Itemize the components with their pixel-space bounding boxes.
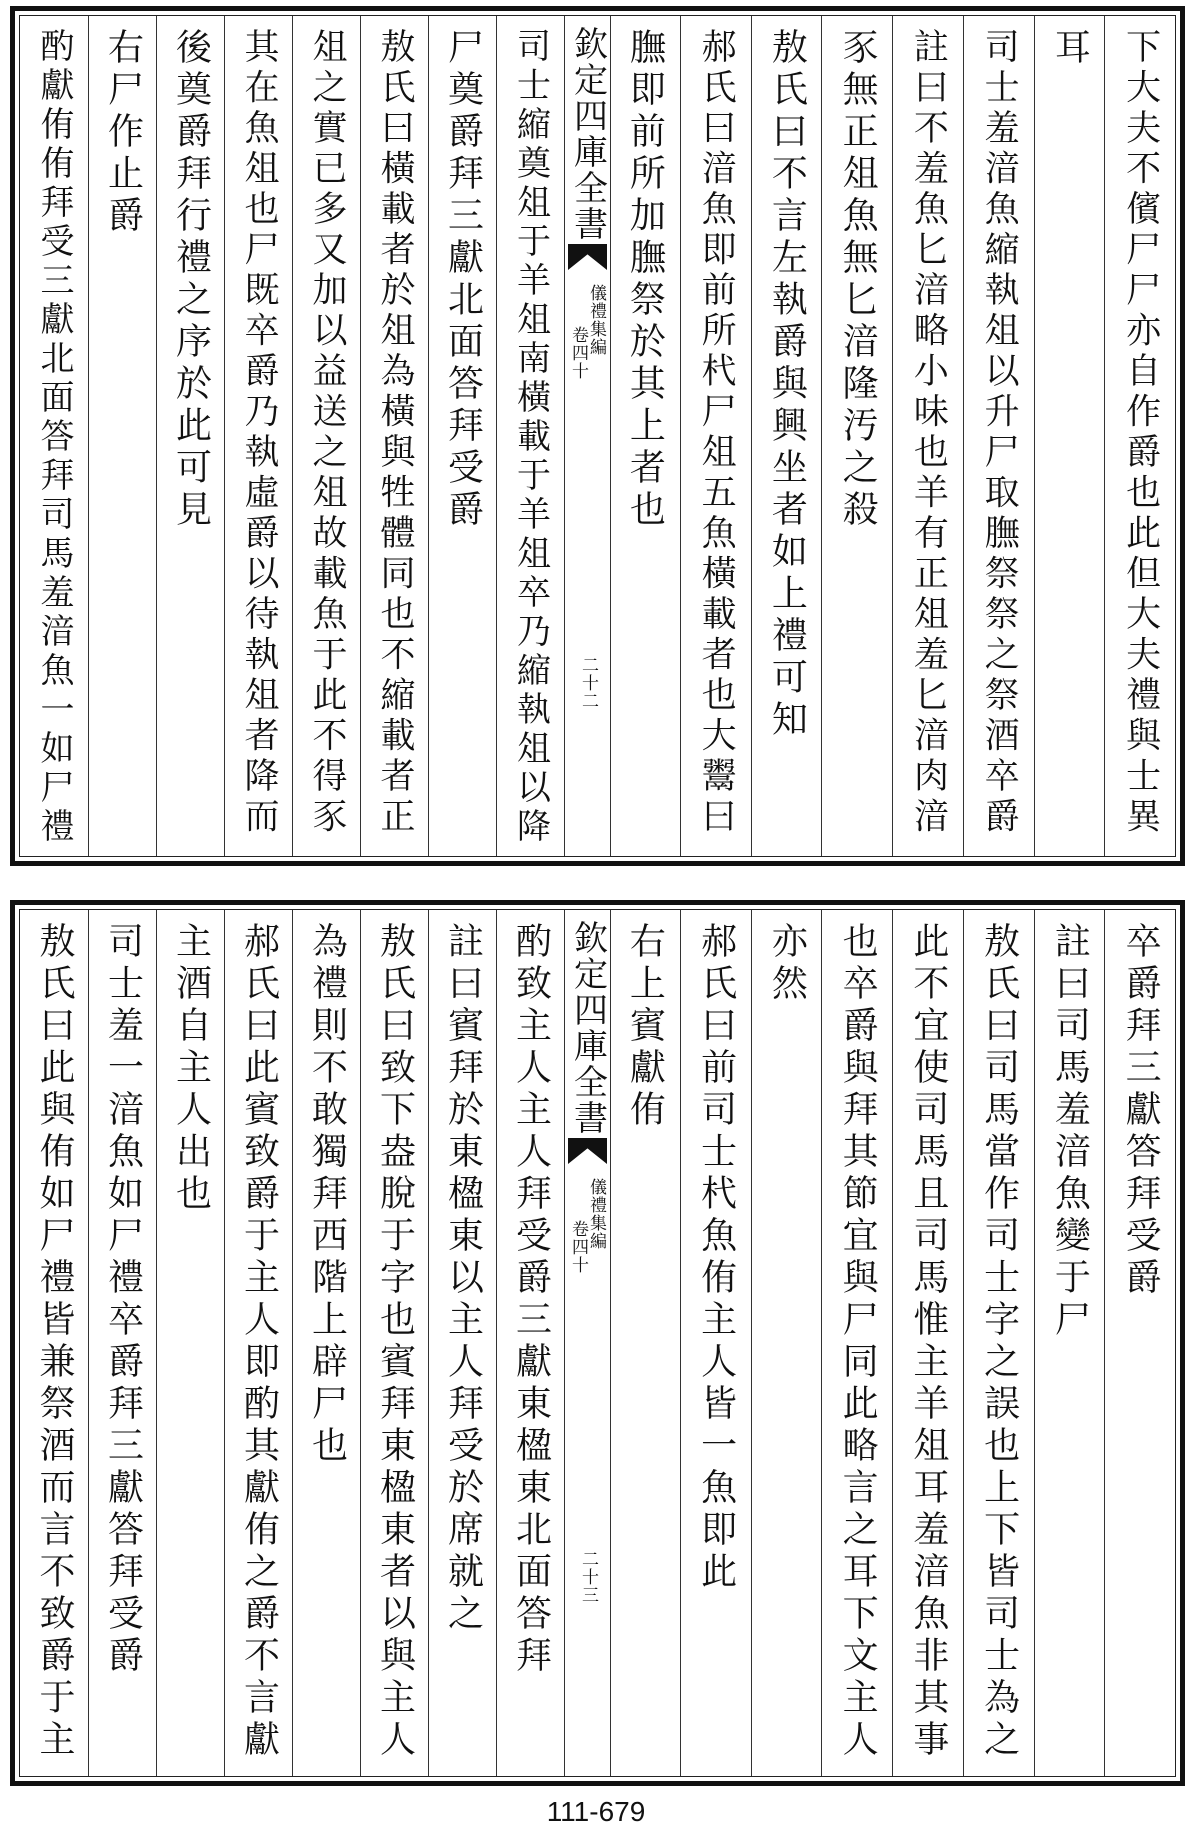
column-text: 酌致主人主人拜受爵三獻東楹東北面答拜 — [510, 922, 552, 1678]
column-text: 亦然 — [766, 922, 808, 1006]
text-column — [609, 910, 680, 1776]
text-column — [821, 16, 892, 856]
column-text: 司士羞一湆魚如尸禮卒爵拜三獻答拜受爵 — [102, 922, 144, 1678]
text-column — [680, 910, 751, 1776]
text-column — [20, 16, 88, 856]
text-column — [20, 910, 88, 1776]
text-column — [892, 16, 963, 856]
column-text: 尸奠爵拜三獻北面答拜受爵 — [442, 28, 484, 532]
text-column — [680, 16, 751, 856]
bottom-page-frame — [19, 909, 1176, 1777]
column-text: 耳 — [1049, 28, 1091, 70]
column-text: 右上賓獻侑 — [624, 922, 666, 1132]
column-text: 下大夫不儐尸尸亦自作爵也此但大夫禮與士異 — [1120, 28, 1161, 838]
center-strip — [564, 910, 611, 1776]
column-text: 酌獻侑侑拜受三獻北面答拜司馬羞湆魚一如尸禮 — [34, 28, 74, 847]
column-text: 敖氏曰不言左執爵與興坐者如上禮可知 — [766, 28, 808, 742]
column-text: 膴即前所加膴祭於其上者也 — [624, 28, 666, 532]
fishtail-mark — [568, 244, 607, 270]
column-text: 郝氏曰此賓致爵于主人即酌其獻侑之爵不言獻 — [238, 922, 280, 1762]
strip-volume: 卷四十 — [568, 1220, 588, 1274]
text-column — [496, 16, 564, 856]
text-column — [224, 16, 292, 856]
text-column — [1104, 16, 1175, 856]
column-text: 註曰司馬羞湆魚變于尸 — [1049, 922, 1091, 1342]
center-strip — [564, 16, 611, 856]
text-column — [751, 910, 822, 1776]
text-column — [751, 16, 822, 856]
text-column — [892, 910, 963, 1776]
strip-folio: 二十三 — [578, 1550, 598, 1604]
text-column — [821, 910, 892, 1776]
column-text: 郝氏曰湆魚即前所杙尸俎五魚橫載者也大鬻曰 — [696, 28, 737, 838]
column-text: 也卒爵與拜其節宜與尸同此略言之耳下文主人 — [837, 922, 879, 1762]
top-page-frame — [19, 15, 1176, 857]
column-text: 右尸作止爵 — [102, 28, 144, 238]
strip-book-name: 儀禮集編 — [586, 1178, 606, 1250]
column-text: 豕無正俎魚無匕湆隆汚之殺 — [837, 28, 879, 532]
strip-folio: 二十二 — [578, 656, 598, 710]
column-text: 司士羞湆魚縮執俎以升尸取膴祭祭之祭酒卒爵 — [979, 28, 1020, 838]
column-text: 註曰賓拜於東楹東以主人拜受於席就之 — [442, 922, 484, 1636]
column-text: 後奠爵拜行禮之序於此可見 — [170, 28, 212, 532]
bottom-page — [10, 900, 1185, 1786]
text-column — [963, 910, 1034, 1776]
text-column — [428, 910, 496, 1776]
text-column — [88, 16, 156, 856]
column-text: 敖氏曰此與侑如尸禮皆兼祭酒而言不致爵于主 — [34, 922, 75, 1762]
strip-volume: 卷四十 — [568, 326, 588, 380]
column-text: 其在魚俎也尸既卒爵乃執虛爵以待執俎者降而 — [239, 28, 279, 838]
text-column — [963, 16, 1034, 856]
text-column — [360, 16, 428, 856]
column-text: 俎之實已多又加以益送之俎故載魚于此不得豕 — [307, 28, 347, 838]
text-column — [496, 910, 564, 1776]
text-column — [292, 910, 360, 1776]
top-page — [10, 6, 1185, 866]
text-column — [1034, 16, 1105, 856]
column-text: 為禮則不敢獨拜西階上辟尸也 — [306, 922, 348, 1468]
text-column — [1104, 910, 1175, 1776]
text-column — [88, 910, 156, 1776]
text-column — [292, 16, 360, 856]
text-column — [1034, 910, 1105, 1776]
column-text: 主酒自主人出也 — [170, 922, 212, 1216]
text-column — [156, 910, 224, 1776]
column-text: 敖氏曰橫載者於俎為橫與牲體同也不縮載者正 — [375, 28, 415, 838]
text-column — [224, 910, 292, 1776]
column-text: 敖氏曰司馬當作司士字之誤也上下皆司士為之 — [978, 922, 1020, 1762]
strip-book-name: 儀禮集編 — [586, 284, 606, 356]
column-text: 敖氏曰致下盎脫于字也賓拜東楹東者以與主人 — [374, 922, 416, 1762]
column-text: 郝氏曰前司士杙魚侑主人皆一魚即此 — [695, 922, 737, 1594]
text-column — [156, 16, 224, 856]
column-text: 卒爵拜三獻答拜受爵 — [1120, 922, 1162, 1300]
column-text: 註曰不羞魚匕湆略小味也羊有正俎羞匕湆肉湆 — [908, 28, 949, 838]
column-text: 司士縮奠俎于羊俎南橫載于羊俎卒乃縮執俎以降 — [510, 28, 551, 847]
text-column — [428, 16, 496, 856]
column-text: 此不宜使司馬且司馬惟主羊俎耳羞湆魚非其事 — [907, 922, 949, 1762]
text-column — [360, 910, 428, 1776]
page-number: 111-679 — [546, 1796, 646, 1827]
strip-title: 欽定四庫全書 — [567, 920, 608, 1136]
text-column — [609, 16, 680, 856]
strip-title: 欽定四庫全書 — [567, 26, 608, 242]
fishtail-mark — [568, 1138, 607, 1164]
